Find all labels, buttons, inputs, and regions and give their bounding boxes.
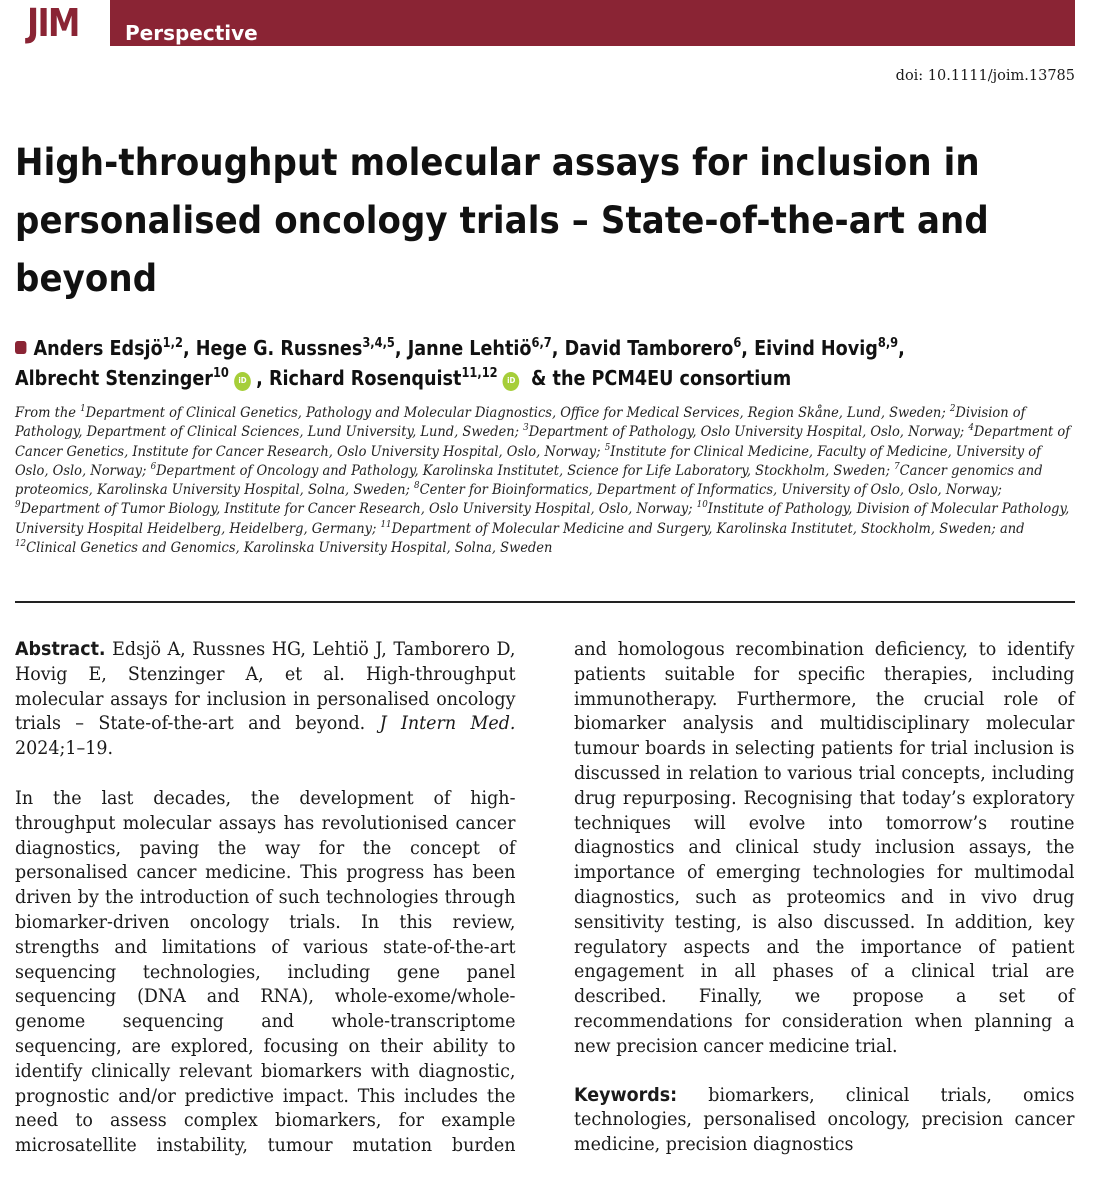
author-affiliation-sup: 3,4,5 bbox=[362, 336, 395, 351]
affiliation-item: Center for Bioinformatics, Department of Informatics, University of Oslo, Oslo, Norway; bbox=[419, 482, 1002, 499]
affiliations: From the $^1$Department of Clinical Genetics, Pathology and Molecular Diagnostics, Office for Medical Services, Region Skåne, Lund, Sweden; $^2$Division of Pathology, Department of Clinical Sciences, Lund University, Lund, Sweden; $^3$Department of Pathology, Oslo University Hospital, Oslo, Norway; $^4$Department of Cancer Genetics, Institute for Cancer Research, Oslo University Hospital, Oslo, Norway; $^5$Institute for Clinical Medicine, Faculty of Medicine, University of Oslo, Oslo, Norway; $^6$Department of Oncology and Pathology, Karolinska Institutet, Science for Life Laboratory, Stockholm, Sweden; $^7$Cancer genomics and proteomics, Karolinska University Hospital, Solna, Sweden; $^8$Center for Bioinformatics, Department of Informatics, University of Oslo, Oslo, Norway; $^9$Department of Tumor Biology, Institute for Cancer Research, Oslo University Hospital, Oslo, Norway; $^{10}$Institute of Pathology, Division of Molecular Pathology, University Hospital Heidelberg, Heidelberg, Germany; $^{11}$Department of Molecular Medicine and Surgery, Karolinska Institutet, Stockholm, Sweden; and $^{12}$Clinical Genetics and Genomics, Karolinska University Hospital, Solna, Sweden bbox=[15, 403, 1071, 557]
affiliation-number: 4 bbox=[968, 422, 974, 434]
affiliation-number: 7 bbox=[894, 460, 900, 472]
affiliation-number: 3 bbox=[523, 422, 529, 434]
author-bullet-icon bbox=[15, 341, 26, 354]
doi-link[interactable]: doi: 10.1111/joim.13785 bbox=[895, 68, 1075, 84]
author-name[interactable]: Anders Edsjö bbox=[33, 336, 163, 360]
keywords-text: biomarkers, clinical trials, omics technologies, personalised oncology, precision cancer medicine, precision diagnostics bbox=[574, 1083, 1075, 1156]
author-name[interactable]: Hege G. Russnes bbox=[195, 336, 363, 360]
journal-logo-box bbox=[15, 0, 110, 46]
affiliation-item: Department of Tumor Biology, Institute for Cancer Research, Oslo University Hospital, Oslo, Norway; bbox=[20, 501, 697, 518]
author-consortium[interactable]: & the PCM4EU consortium bbox=[531, 366, 792, 390]
affiliation-number: 6 bbox=[150, 460, 157, 472]
affiliation-item: Clinical Genetics and Genomics, Karolinska University Hospital, Solna, Sweden bbox=[26, 540, 553, 557]
author-name[interactable]: Richard Rosenquist bbox=[268, 366, 462, 390]
affiliation-number: 9 bbox=[15, 499, 21, 511]
citation-journal: J Intern Med. bbox=[379, 712, 516, 735]
affiliation-item: Department of Clinical Genetics, Pathology and Molecular Diagnostics, Office for Medical Services, Region Skåne, Lund, Sweden; bbox=[85, 405, 950, 421]
abstract-body-part-2: and homologous recombination deficiency, to identify patients suitable for specific therapies, including immunotherapy. Furthermore, the crucial role of biomarker analysis and multidisciplinary molecular tumour boards in selecting patients for trial inclusion is discussed in relation to various trial concepts, including drug repurposing. Recognising that today’s exploratory techniques will evolve into tomorrow’s routine diagnostics and clinical study inclusion assays, the importance of emerging technologies for multimodal diagnostics, such as proteomics and in vivo drug sensitivity testing, is also discussed. In addition, key regulatory aspects and the importance of patient engagement in all phases of a clinical trial are described. Finally, we propose a set of recommendations for consideration when planning a new precision cancer medicine trial. bbox=[574, 638, 1075, 1057]
affiliation-item: Department of Molecular Medicine and Surgery, Karolinska Institutet, Stockholm, Sweden; bbox=[391, 520, 1000, 537]
journal-header-bar bbox=[15, 0, 1075, 46]
author-affiliation-sup: 10 bbox=[212, 366, 229, 381]
author-affiliation-sup: 1,2 bbox=[162, 336, 183, 351]
article-title: High-throughput molecular assays for inclusion in personalised oncology trials – State-of-the-art and beyond bbox=[15, 141, 989, 300]
author-affiliation-sup: 6 bbox=[733, 336, 742, 351]
orcid-icon[interactable]: iD bbox=[503, 372, 520, 391]
affiliation-number: 8 bbox=[414, 480, 420, 492]
abstract-body-part-1: In the last decades, the development of high-throughput molecular assays has revolutionised cancer diagnostics, paving the way for the concept of personalised cancer medicine. This progress has been driven by the introduction of such technologies through biomarker-driven oncology trials. In this review, strengths and limitations of various state-of-the-art sequencing technologies, including gene panel sequencing (DNA and RNA), whole-exome/whole-genome sequencing and whole-transcriptome sequencing, are explored, focusing on their ability to identify clinically relevant biomarkers with diagnostic, prognostic and/or predictive impact. This includes the need to assess complex biomarkers, for example microsatellite instability, tumour mutation burden bbox=[15, 786, 516, 1157]
affiliation-item: Institute of Pathology, Division of Molecular Pathology, University Hospital Heidelberg, Heidelberg, Germany; bbox=[15, 501, 1070, 537]
author-name[interactable]: Janne Lehtiö bbox=[407, 336, 532, 360]
affiliation-number: 11 bbox=[380, 518, 392, 530]
affiliation-number: 12 bbox=[15, 538, 27, 550]
affiliation-item: Department of Oncology and Pathology, Karolinska Institutet, Science for Life Laboratory, Stockholm, Sweden; bbox=[156, 462, 895, 479]
affiliation-item: Division of Pathology, Department of Clinical Sciences, Lund University, Lund, Sweden; bbox=[15, 405, 1026, 441]
keywords-label: Keywords: bbox=[574, 1083, 678, 1106]
affiliation-number: 2 bbox=[949, 403, 956, 414]
author-list: Anders Edsjö$^{1,2}$, Hege G. Russnes$^{3,4,5}$, Janne Lehtiö$^{6,7}$, David Tamborero$^6$, Eivind Hovig$^{8,9}$, Albrecht Stenzinger$^{10}$ iD , Richard Rosenquist$^{11,12}$ iD & the PCM4EU consortium bbox=[15, 336, 905, 390]
author-name[interactable]: Albrecht Stenzinger bbox=[15, 366, 213, 390]
affiliation-number: 5 bbox=[604, 441, 611, 453]
abstract-left-column bbox=[15, 637, 515, 1158]
affiliation-number: 10 bbox=[696, 499, 708, 511]
keywords bbox=[574, 1083, 1074, 1157]
affiliation-item: Cancer genomics and proteomics, Karolinska University Hospital, Solna, Sweden; bbox=[15, 462, 1043, 499]
abstract-label: Abstract. bbox=[15, 638, 106, 660]
citation-year: 2024;1–19. bbox=[15, 737, 114, 760]
affiliation-item: Institute for Clinical Medicine, Faculty of Medicine, University of Oslo, Oslo, Norway; bbox=[15, 443, 1041, 479]
section-divider bbox=[15, 601, 1075, 603]
affiliation-item: Department of Cancer Genetics, Institute for Cancer Research, Oslo University Hospital, Oslo, Norway; bbox=[15, 424, 1071, 460]
author-name[interactable]: David Tamborero bbox=[564, 336, 734, 360]
citation-text: Edsjö A, Russnes HG, Lehtiö J, Tamborero D, Hovig E, Stenzinger A, et al. High-throughput molecular assays for inclusion in personalised oncology trials – State-of-the-art and beyond. bbox=[15, 638, 516, 735]
article-type-label: Perspective bbox=[125, 21, 258, 45]
affiliation-item: Department of Pathology, Oslo University Hospital, Oslo, Norway; bbox=[528, 424, 969, 441]
author-affiliation-sup: 8,9 bbox=[877, 336, 899, 351]
abstract-citation bbox=[15, 637, 515, 761]
orcid-icon[interactable]: iD bbox=[234, 372, 251, 391]
author-affiliation-sup: 6,7 bbox=[531, 336, 552, 351]
author-name[interactable]: Eivind Hovig bbox=[754, 336, 878, 360]
journal-logo: JIM bbox=[27, 1, 79, 45]
abstract-right-column bbox=[574, 637, 1074, 1157]
author-affiliation-sup: 11,12 bbox=[461, 366, 498, 381]
affiliation-number: 1 bbox=[80, 403, 86, 414]
